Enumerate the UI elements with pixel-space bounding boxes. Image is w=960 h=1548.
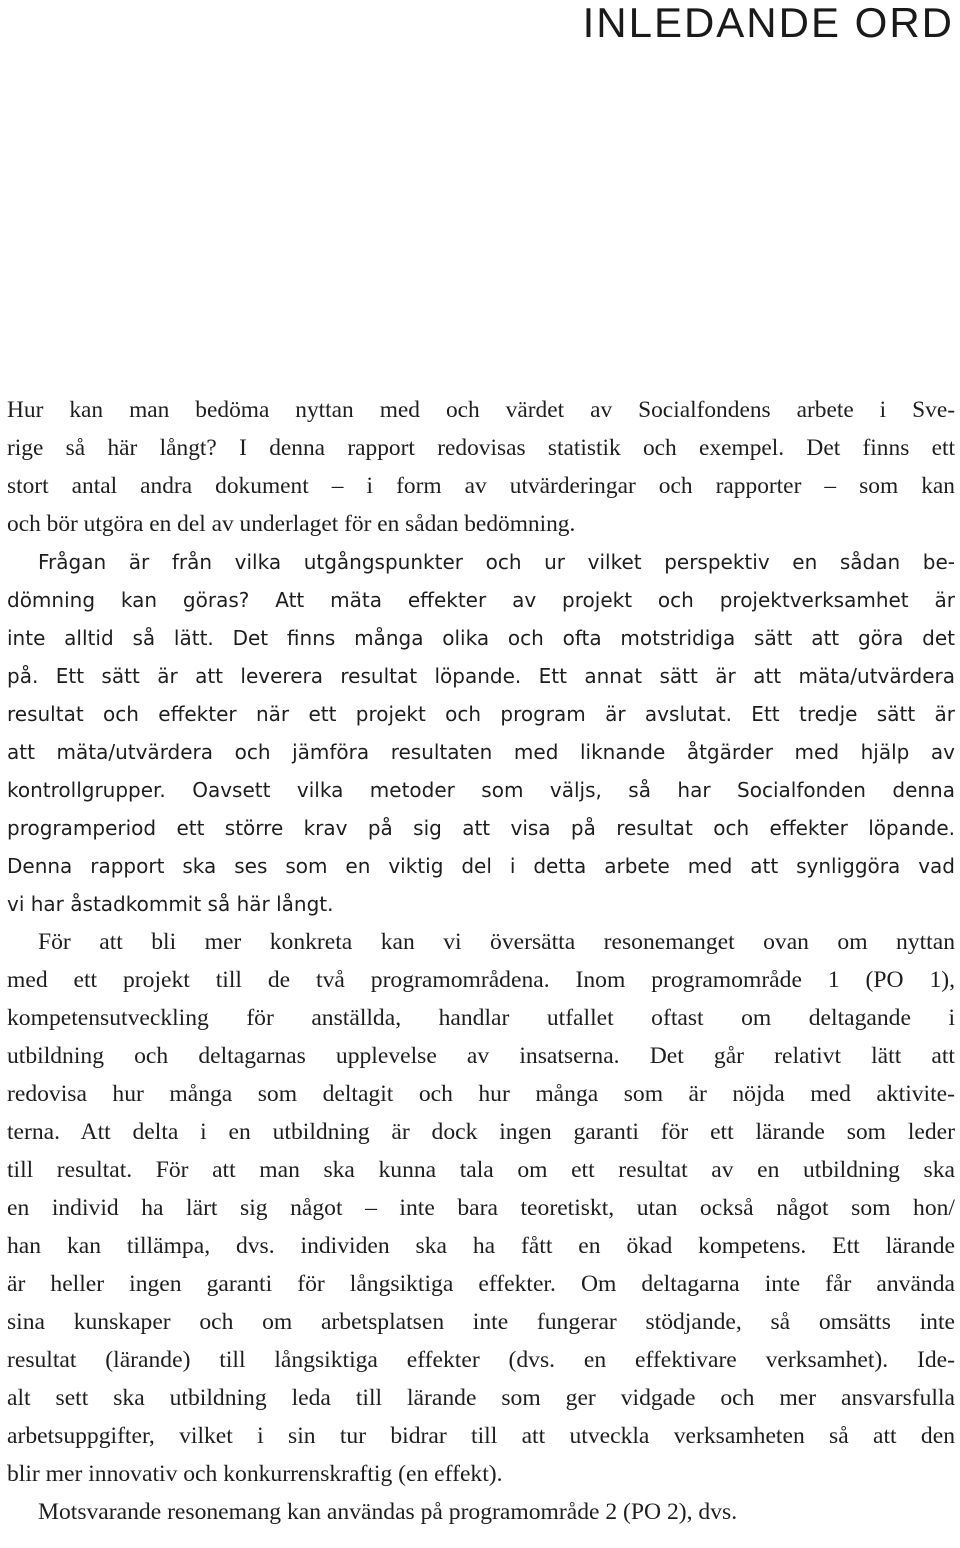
text-line: blir mer innovativ och konkurrenskraftig (en effekt).: [7, 1461, 503, 1487]
text-line: Hur kan man bedöma nyttan med och värdet av Socialfondens arbete i Sve-: [7, 397, 955, 423]
text-line: en individ ha lärt sig något – inte bara teoretiskt, utan också något som hon/: [7, 1195, 955, 1221]
paragraph-3: [7, 923, 955, 1493]
page-title: INLEDANDE ORD: [582, 0, 954, 46]
text-line: alt sett ska utbildning leda till lärande som ger vidgade och mer ansvarsfulla: [7, 1385, 955, 1411]
text-line: vi har åstadkommit så här långt.: [7, 892, 334, 916]
text-line: Frågan är från vilka utgångspunkter och ur vilket perspektiv en sådan be-: [38, 550, 955, 574]
text-line: resultat och effekter när ett projekt och program är avslutat. Ett tredje sätt är: [7, 702, 955, 726]
body-text: [7, 391, 955, 1531]
text-line: han kan tillämpa, dvs. individen ska ha fått en ökad kompetens. Ett lärande: [7, 1233, 955, 1259]
text-line: med ett projekt till de två programområdena. Inom programområde 1 (PO 1),: [7, 967, 955, 993]
paragraph-1: [7, 391, 955, 543]
text-line: kontrollgrupper. Oavsett vilka metoder som väljs, så har Socialfonden denna: [7, 778, 955, 802]
text-line: till resultat. För att man ska kunna tala om ett resultat av en utbildning ska: [7, 1157, 955, 1183]
text-line: Motsvarande resonemang kan användas på programområde 2 (PO 2), dvs.: [38, 1499, 738, 1525]
text-line: på. Ett sätt är att leverera resultat löpande. Ett annat sätt är att mäta/utvärdera: [7, 664, 955, 688]
text-line: kompetensutveckling för anställda, handlar utfallet oftast om deltagande i: [7, 1005, 955, 1031]
text-line: sina kunskaper och om arbetsplatsen inte fungerar stödjande, så omsätts inte: [7, 1309, 955, 1335]
text-line: terna. Att delta i en utbildning är dock ingen garanti för ett lärande som leder: [7, 1119, 955, 1145]
text-line: För att bli mer konkreta kan vi översätta resonemanget ovan om nyttan: [38, 929, 955, 955]
text-line: rige så här långt? I denna rapport redovisas statistik och exempel. Det finns ett: [7, 435, 955, 461]
text-line: och bör utgöra en del av underlaget för en sådan bedömning.: [7, 511, 576, 537]
text-line: programperiod ett större krav på sig att visa på resultat och effekter löpande.: [7, 816, 955, 840]
paragraph-2: [7, 543, 955, 923]
text-line: redovisa hur många som deltagit och hur många som är nöjda med aktivite-: [7, 1081, 955, 1107]
text-line: inte alltid så lätt. Det finns många olika och ofta motstridiga sätt att göra det: [7, 626, 955, 650]
text-line: utbildning och deltagarnas upplevelse av insatserna. Det går relativt lätt att: [7, 1043, 955, 1069]
text-line: är heller ingen garanti för långsiktiga effekter. Om deltagarna inte får använda: [7, 1271, 955, 1297]
text-line: Denna rapport ska ses som en viktig del i detta arbete med att synliggöra vad: [7, 854, 955, 878]
text-line: att mäta/utvärdera och jämföra resultaten med liknande åtgärder med hjälp av: [7, 740, 955, 764]
text-line: stort antal andra dokument – i form av utvärderingar och rapporter – som kan: [7, 473, 955, 499]
text-line: arbetsuppgifter, vilket i sin tur bidrar till att utveckla verksamheten så att den: [7, 1423, 955, 1449]
text-line: resultat (lärande) till långsiktiga effekter (dvs. en effektivare verksamhet). Ide-: [7, 1347, 955, 1373]
paragraph-4: [7, 1493, 955, 1531]
text-line: dömning kan göras? Att mäta effekter av projekt och projektverksamhet är: [7, 588, 955, 612]
